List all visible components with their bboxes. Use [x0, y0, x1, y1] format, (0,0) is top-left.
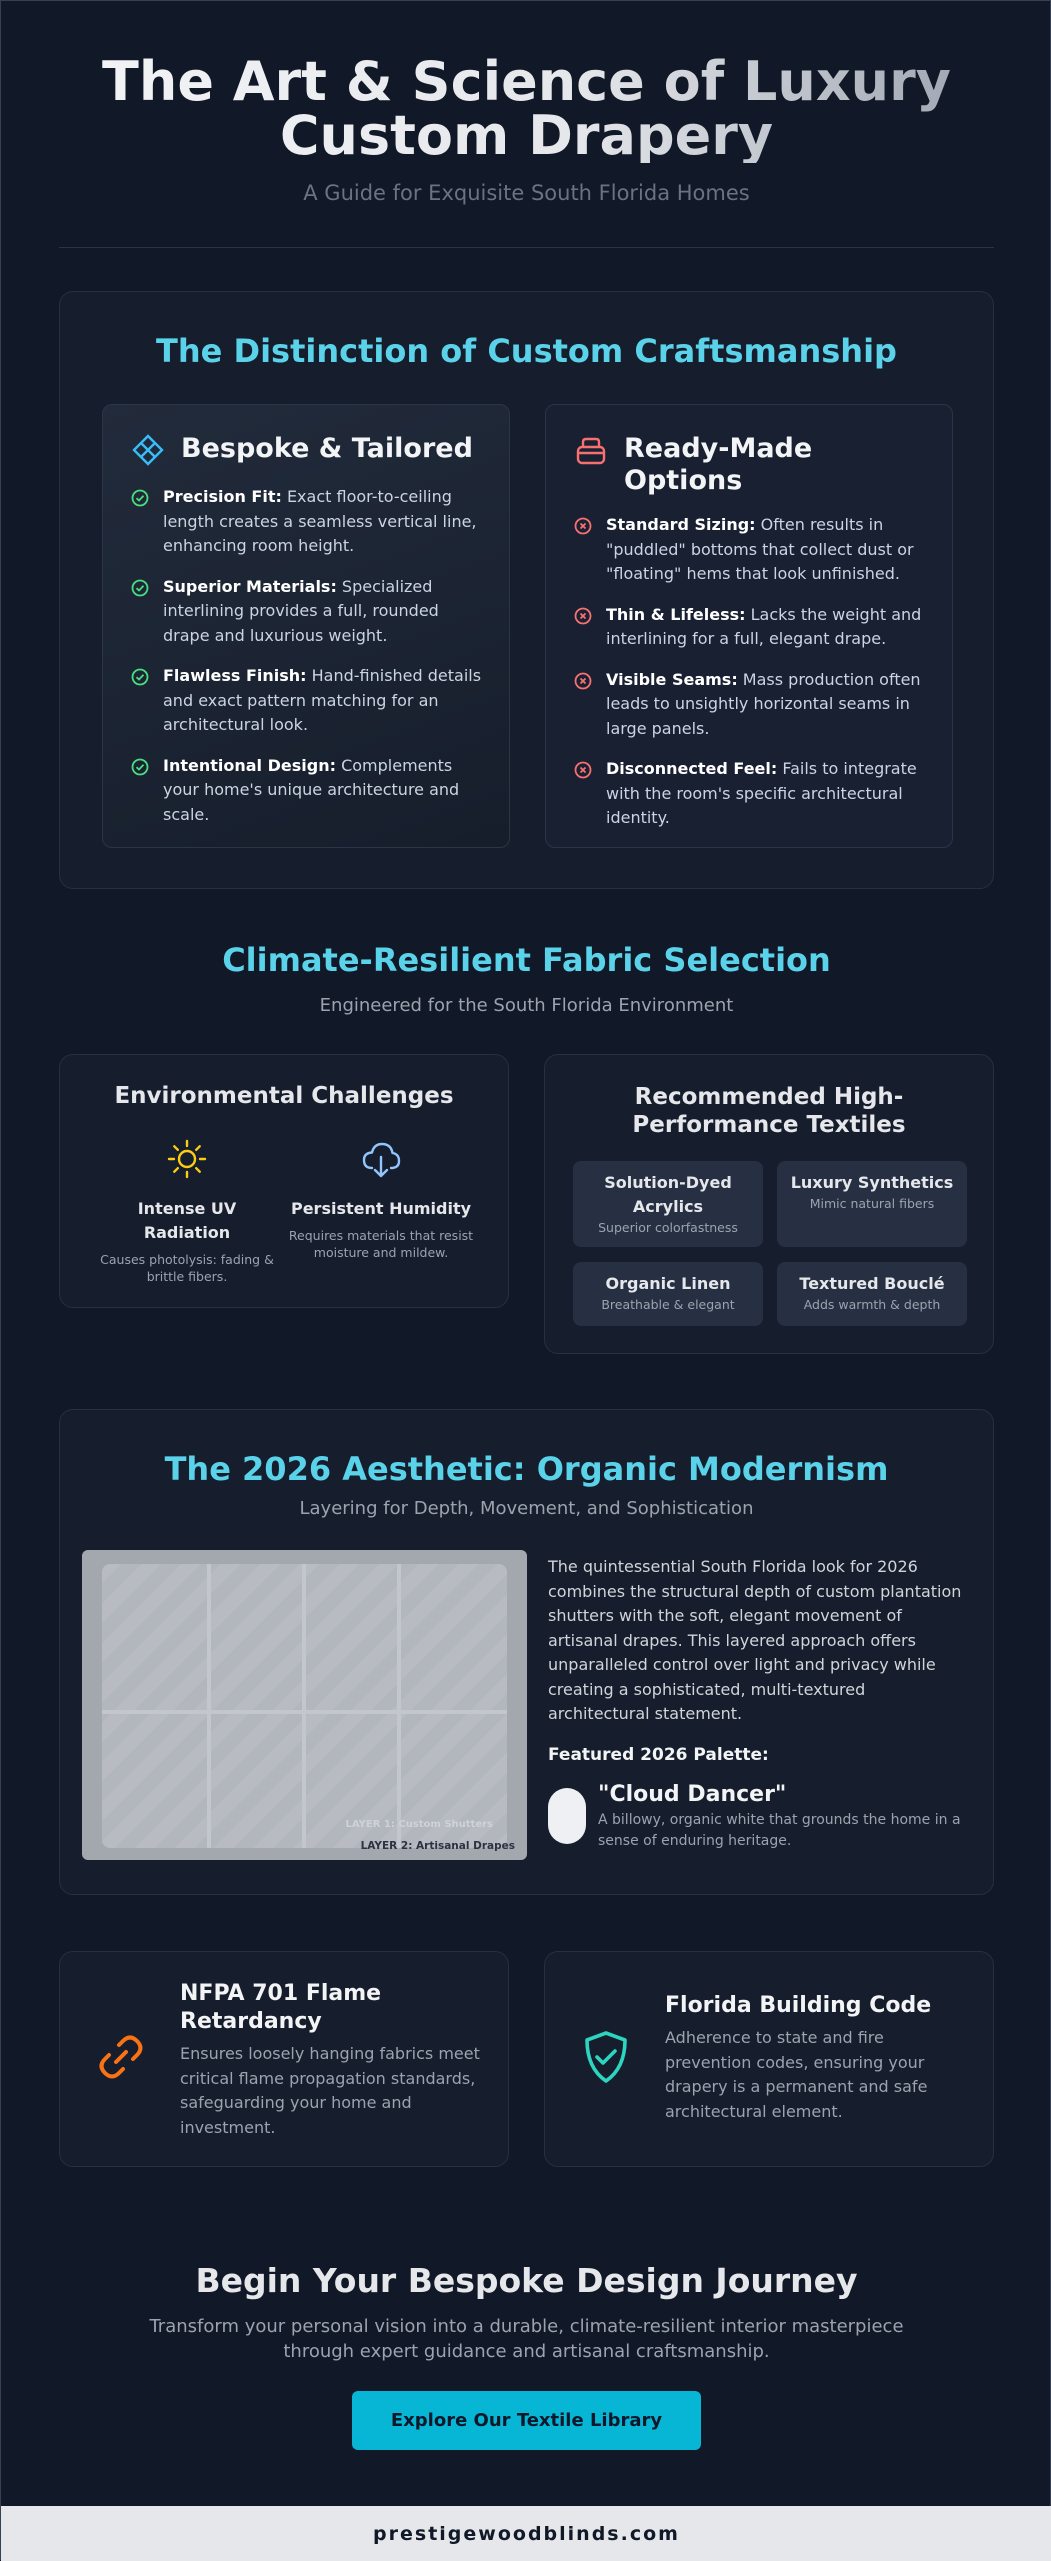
aesthetic-title: The 2026 Aesthetic: Organic Modernism: [164, 1450, 889, 1488]
bullet-text: Fails to integrate with the room's specific architectural identity.: [606, 759, 917, 827]
palette-swatch: [548, 1788, 586, 1844]
shutter-divider: [302, 1564, 306, 1848]
link-icon: [92, 2028, 150, 2086]
textile-tile: [573, 1161, 763, 1247]
palette-name: "Cloud Dancer": [598, 1782, 787, 1807]
layered-window-image: [82, 1550, 527, 1860]
climate-title: Climate-Resilient Fabric Selection: [222, 941, 831, 979]
aesthetic-body: The quintessential South Florida look for 2026 combines the structural depth of custom plantation shutters with the soft, elegant movement of artisanal drapes. This layered approach offers unparalleled control over light and privacy while creating a sophisticated, multi-textured architectural statement.: [548, 1557, 962, 1723]
aesthetic-section: [59, 1409, 994, 1895]
footer-site-link[interactable]: prestigewoodblinds.com: [373, 2522, 680, 2545]
textile-name: Solution-Dyed Acrylics: [604, 1173, 732, 1216]
nfpa-title: NFPA 701 Flame Retardancy: [180, 1981, 382, 2034]
textile-name: Luxury Synthetics: [790, 1173, 954, 1192]
bullet-label: Flawless Finish:: [163, 666, 307, 685]
shutter-divider: [102, 1710, 507, 1714]
explore-textile-library-button[interactable]: Explore Our Textile Library: [352, 2391, 701, 2450]
shutter-illustration: [102, 1564, 507, 1848]
image-layer2-label: LAYER 2: Artisanal Drapes: [360, 1840, 515, 1852]
x-circle-icon: [574, 607, 592, 625]
textile-name: Textured Bouclé: [799, 1274, 945, 1293]
challenge-item-humidity: [286, 1135, 476, 1261]
box-icon: [574, 433, 608, 467]
nfpa-desc: Ensures loosely hanging fabrics meet critical flame propagation standards, safeguarding your home and investment.: [180, 2044, 480, 2137]
check-circle-icon: [131, 579, 149, 597]
bullet-text: Exact floor-to-ceiling length creates a seamless vertical line, enhancing room height.: [163, 487, 477, 555]
textile-tile: [573, 1262, 763, 1326]
palette-desc: A billowy, organic white that grounds the home in a sense of enduring heritage.: [598, 1812, 961, 1849]
bullet-label: Disconnected Feel:: [606, 759, 778, 778]
bullet-label: Thin & Lifeless:: [606, 604, 746, 624]
shield-check-icon: [577, 2028, 635, 2086]
x-circle-icon: [574, 761, 592, 779]
footer: [1, 2506, 1051, 2561]
cta-title: Begin Your Bespoke Design Journey: [195, 2261, 858, 2300]
x-circle-icon: [574, 517, 592, 535]
list-item: [574, 603, 928, 652]
diamond-icon: [131, 433, 165, 467]
list-item: [574, 668, 928, 742]
readymade-list: [574, 513, 928, 847]
textile-note: Breathable & elegant: [601, 1297, 735, 1312]
shutter-divider: [207, 1564, 211, 1848]
challenges-heading: Environmental Challenges: [114, 1083, 454, 1109]
challenge-desc: Requires materials that resist moisture and mildew.: [288, 1228, 474, 1260]
textile-note: Mimic natural fibers: [809, 1196, 935, 1211]
bespoke-card: [102, 404, 510, 848]
climate-subtitle: Engineered for the South Florida Environment: [319, 995, 734, 1016]
list-item: [574, 757, 928, 831]
fbc-title: Florida Building Code: [665, 1993, 932, 2018]
bullet-text: Complements your home's unique architecture and scale.: [163, 755, 460, 824]
textile-note: Adds warmth & depth: [803, 1297, 941, 1312]
page-subtitle: A Guide for Exquisite South Florida Homes: [303, 181, 750, 205]
challenge-desc: Causes photolysis: fading & brittle fibers.: [100, 1252, 274, 1284]
textile-name: Organic Linen: [605, 1274, 731, 1293]
page-title: The Art & Science of Luxury Custom Drapery: [59, 55, 994, 163]
list-item: [131, 485, 485, 559]
list-item: [574, 513, 928, 587]
check-circle-icon: [131, 758, 149, 776]
fbc-desc: Adherence to state and fire prevention codes, ensuring your drapery is a permanent and safe architectural element.: [665, 2028, 928, 2121]
bullet-label: Superior Materials:: [163, 576, 337, 596]
bullet-text: Specialized interlining provides a full, rounded drape and luxurious weight.: [163, 576, 439, 645]
textile-tile: [777, 1262, 967, 1326]
aesthetic-subtitle: Layering for Depth, Movement, and Sophistication: [299, 1498, 754, 1519]
check-circle-icon: [131, 668, 149, 686]
cta-text: Transform your personal vision into a durable, climate-resilient interior masterpiece through expert guidance and artisanal craftsmanship.: [149, 2316, 904, 2362]
sun-icon: [163, 1135, 211, 1183]
x-circle-icon: [574, 672, 592, 690]
bespoke-card-header: [131, 433, 473, 467]
header-divider: [59, 247, 994, 248]
list-item: [131, 575, 485, 649]
page: [1, 1, 1051, 2561]
nfpa-card: [59, 1951, 509, 2167]
shutter-divider: [397, 1564, 401, 1848]
palette-label: Featured 2026 Palette:: [548, 1745, 769, 1765]
textile-tile: [777, 1161, 967, 1247]
bullet-text: Mass production often leads to unsightly horizontal seams in large panels.: [606, 669, 921, 738]
textile-note: Superior colorfastness: [598, 1220, 738, 1235]
craftsmanship-section: [59, 291, 994, 889]
textiles-card: [544, 1054, 994, 1354]
check-circle-icon: [131, 489, 149, 507]
bullet-label: Standard Sizing:: [606, 515, 756, 534]
bullet-text: Often results in "puddled" bottoms that collect dust or "floating" hems that look unfinished.: [606, 515, 914, 583]
cloud-download-icon: [357, 1135, 405, 1183]
bullet-label: Intentional Design:: [163, 755, 336, 775]
readymade-card-header: [574, 433, 884, 497]
building-code-card: [544, 1951, 994, 2167]
challenge-title: Intense UV Radiation: [137, 1199, 237, 1242]
environmental-challenges-card: [59, 1054, 509, 1308]
bullet-text: Lacks the weight and interlining for a full, elegant drape.: [606, 604, 922, 648]
challenge-title: Persistent Humidity: [290, 1199, 472, 1218]
challenge-item-uv: [92, 1135, 282, 1285]
hero-header: [59, 50, 994, 205]
list-item: [131, 754, 485, 828]
textiles-heading: Recommended High-Performance Textiles: [632, 1084, 906, 1138]
bullet-text: Hand-finished details and exact pattern matching for an architectural look.: [163, 666, 482, 734]
list-item: [131, 664, 485, 738]
bespoke-list: [131, 485, 485, 843]
bespoke-heading: Bespoke & Tailored: [181, 433, 473, 464]
readymade-heading: Ready-Made Options: [624, 433, 813, 496]
readymade-card: [545, 404, 953, 848]
bullet-label: Precision Fit:: [163, 487, 282, 506]
bullet-label: Visible Seams:: [606, 669, 738, 689]
craftsmanship-title: The Distinction of Custom Craftsmanship: [156, 332, 897, 370]
image-layer1-label: LAYER 1: Custom Shutters: [345, 1819, 493, 1830]
